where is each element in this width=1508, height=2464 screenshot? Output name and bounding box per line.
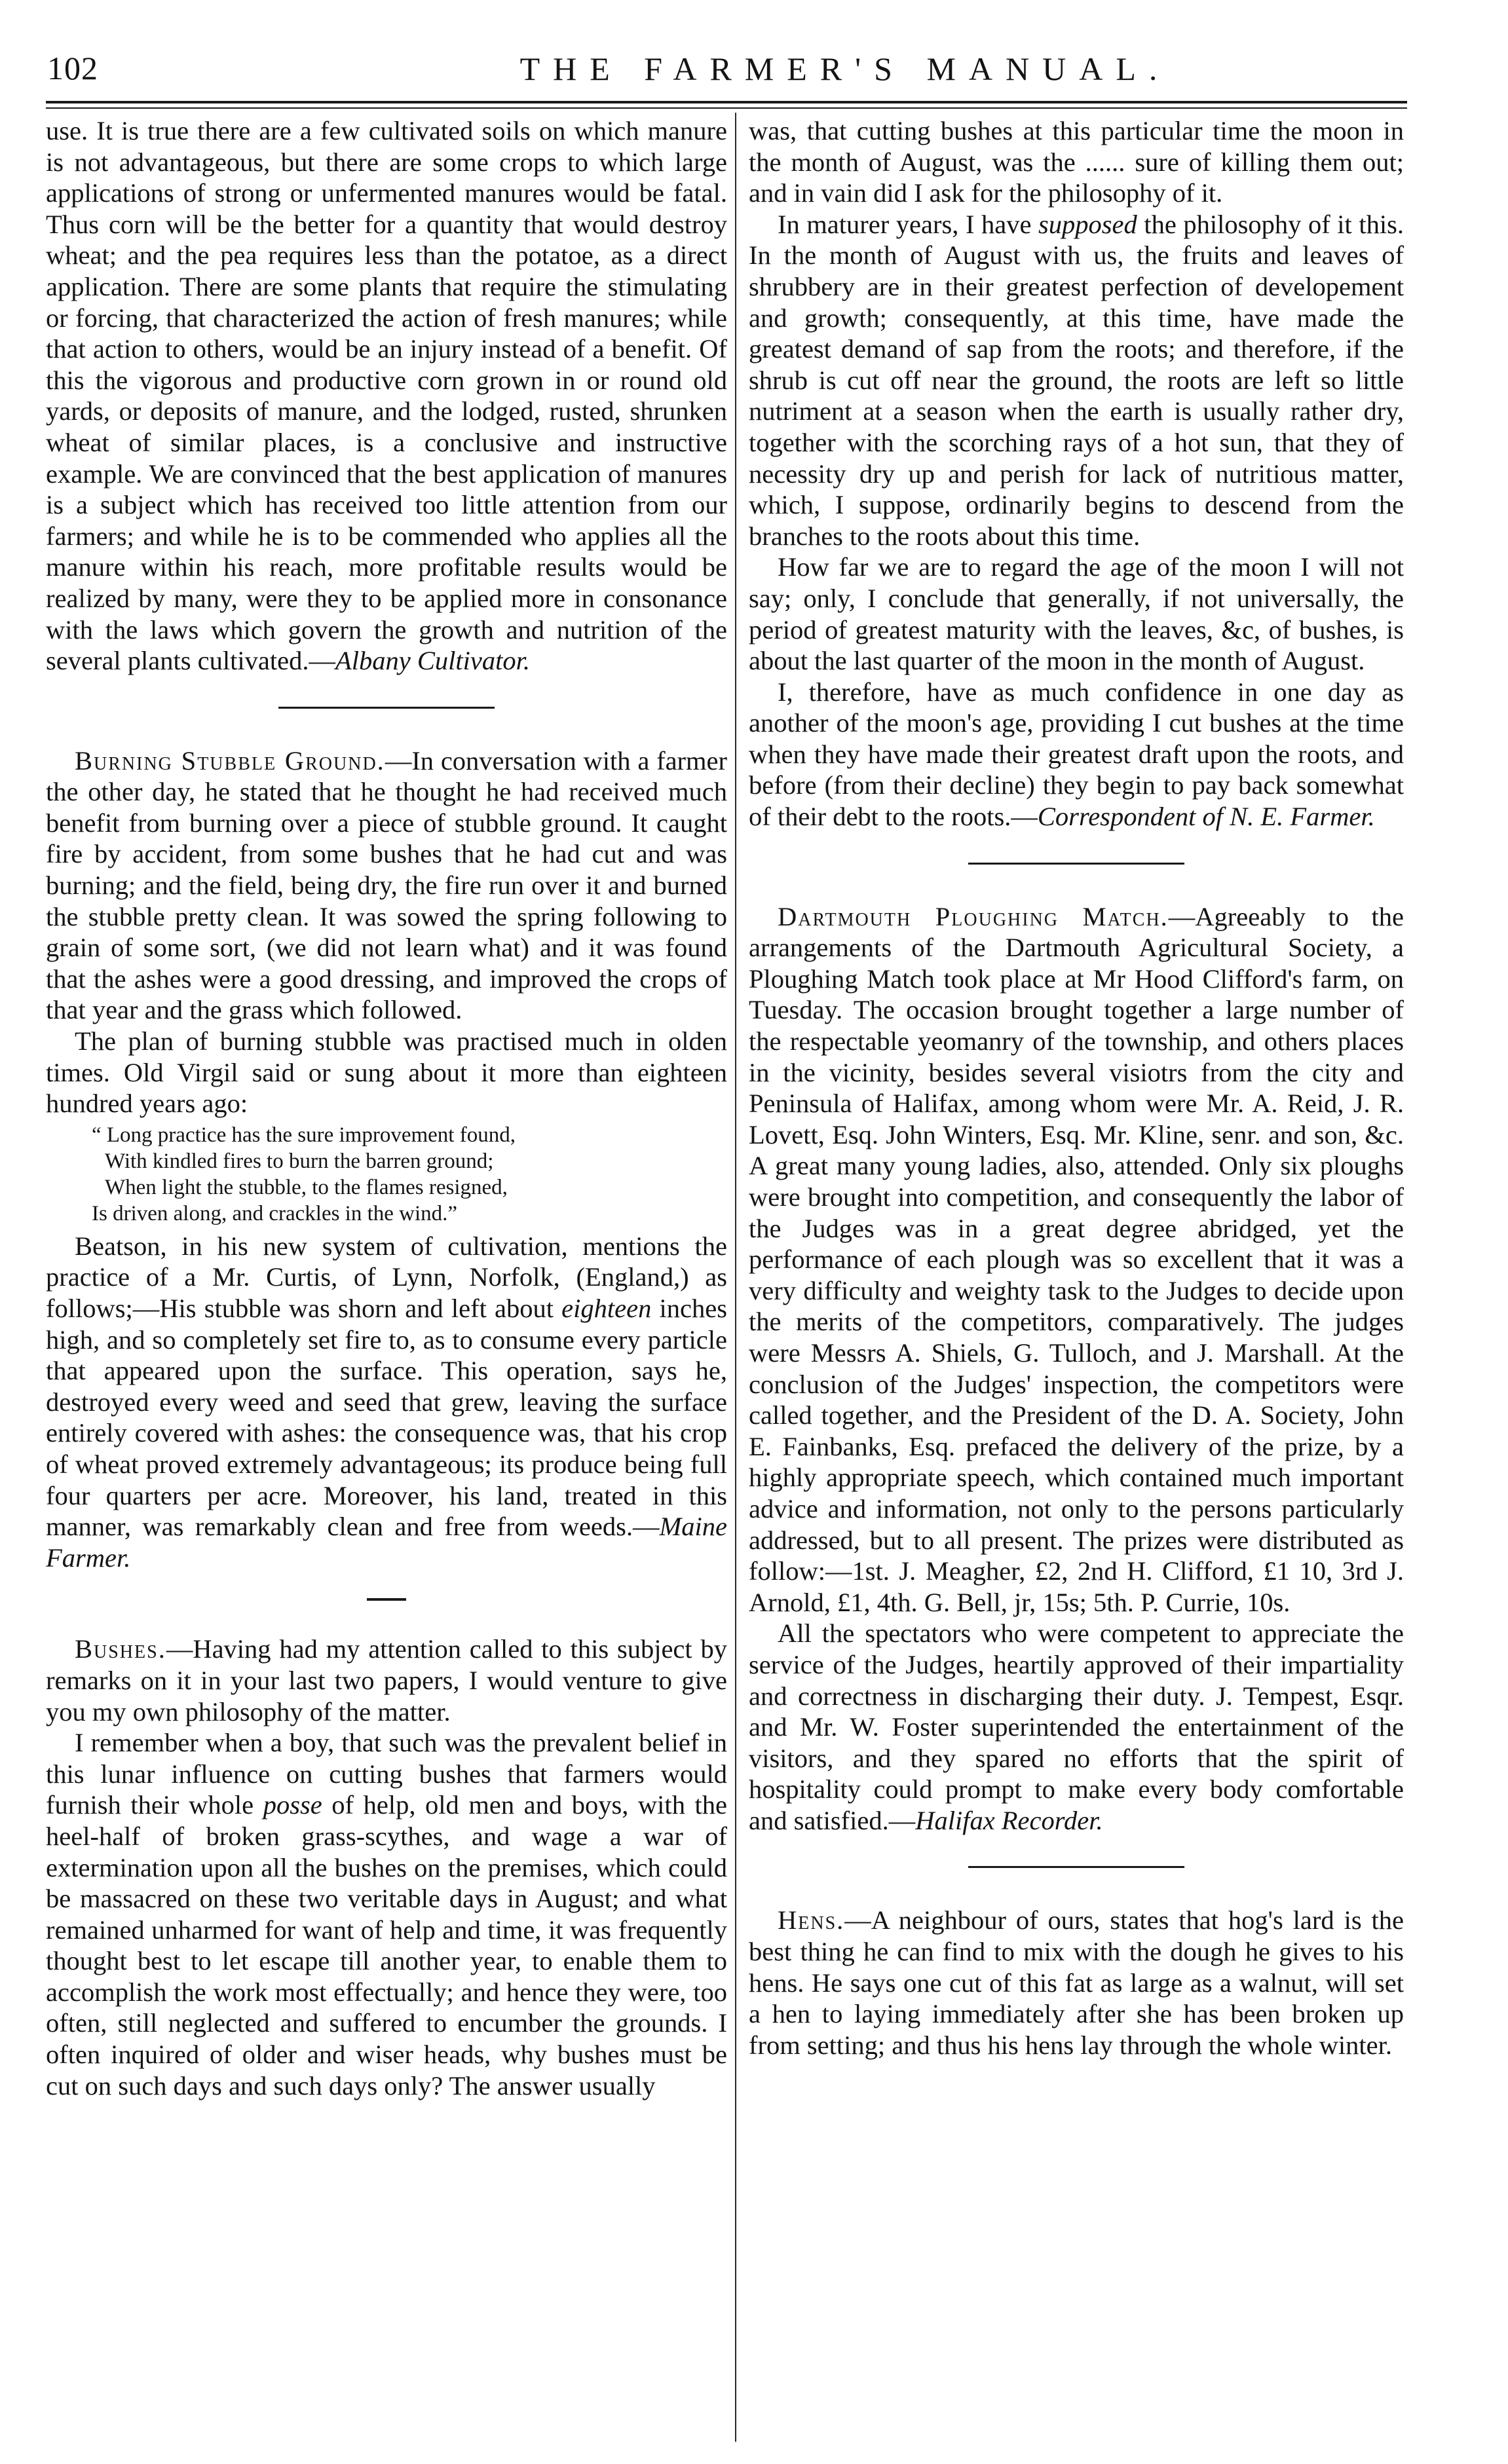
article-separator — [278, 707, 495, 709]
bushes-article-intro — [46, 1633, 727, 1727]
running-title: THE FARMER'S MANUAL. — [519, 50, 1171, 87]
column-divider — [735, 113, 736, 2442]
verse-line-4: Is driven along, and crackles in the wind.” — [92, 1201, 458, 1225]
article-separator — [968, 863, 1184, 865]
dartmouth-paragraph-2 — [749, 1618, 1404, 1836]
bushes-p3-text-b: the philosophy of it this. In the month of August with us, the fruits and leaves of shrubbery are in their greatest perfection of developement and growth; consequently, at this time, have made the greatest demand of sap from the roots; and therefore, if the shrub is cut off near the ground, the roots are left so little nutriment at a season when the earth is usually rather dry, together with the scorching rays of a hot sun, that they of necessity dry up and perish for lack of nutritious matter, which, I suppose, ordinarily begins to descend from the branches to the roots about this time. — [749, 209, 1404, 551]
manure-article-text — [46, 115, 727, 677]
bushes-p5-text: I, therefore, have as much confidence in one day as another of the moon's age, providing I cut bushes at the time when they have made their greatest draft upon the roots, and before (from their decline) they begin to pay back somewhat of their debt to the roots.— — [749, 677, 1404, 832]
left-column — [46, 115, 727, 2434]
stubble-source: Maine Farmer. — [46, 1512, 727, 1573]
stubble-paragraph-3 — [46, 1231, 727, 1574]
bushes-paragraph-2 — [46, 1727, 727, 2101]
bushes-p2-text-b: of help, old men and boys, with the heel-half of broken grass-scythes, and wage a war of extermination upon all the bushes on the premises, which could be massacred on these two veritable days in August; and what remained unharmed for want of help and time, it was frequently thought best to let escape till another year, to enable them to accomplish the work most effectually; and hence they were, too often, still neglected and suffered to encumber the grounds. I often inquired of older and wiser heads, why bushes must be cut on such days and such days only? The answer usually — [46, 1790, 727, 2100]
stubble-article-intro — [46, 745, 727, 1026]
hens-heading: Hens. — [778, 1905, 845, 1935]
right-column — [749, 115, 1404, 2434]
bushes-paragraph-5 — [749, 677, 1404, 832]
dartmouth-paragraph-1: —Agreeably to the arrangements of the Dartmouth Agricultural Society, a Ploughing Match took place at Mr Hood Clifford's farm, on Tuesday. The occasion brought together a large number of the respectable yeomanry of the township, and others places in the vicinity, besides several visiotrs from the city and Peninsula of Halifax, among whom were Mr. A. Reid, J. R. Lovett, Esq. John Winters, Esq. Mr. Kline, senr. and son, &c. A great many young ladies, also, attended. Only six ploughs were brought into competition, and consequently the labor of the Judges was in a great degree abridged, yet the performance of each plough was so excellent that it was a very difficulty and weighty task to the Judges to decide upon the merits of the competitors, comparatively. The judges were Messrs A. Shiels, G. Tulloch, and J. Marshall. At the conclusion of the Judges' inspection, the competitors were called together, and the President of the D. A. Society, John E. Fainbanks, Esq. prefaced the delivery of the prize, by a highly appropriate speech, which contained much important advice and information, not only to the persons particularly addressed, but to all present. The prizes were distributed as follow:—1st. J. Meagher, £2, 2nd H. Clifford, £1 10, 3rd J. Arnold, £1, 4th. G. Bell, jr, 15s; 5th. P. Currie, 10s. — [749, 901, 1404, 1617]
page-number: 102 — [47, 50, 98, 86]
article-separator-short — [367, 1598, 406, 1601]
bushes-source: Correspondent of N. E. Farmer. — [1037, 802, 1375, 832]
bushes-paragraph-1: —Having had my attention called to this subject by remarks on it in your last two papers, I would venture to give you my own philosophy of the matter. — [46, 1634, 727, 1727]
stubble-paragraph-2: The plan of burning stubble was practised much in olden times. Old Virgil said or sung about it more than eighteen hundred years ago: — [46, 1026, 727, 1119]
stubble-p3-text-b: inches high, and so completely set fire to, as to consume every particle that appeared upon the surface. This operation, says he, destroyed every weed and seed that grew, leaving the surface entirely covered with ashes: the consequence was, that his crop of wheat proved extremely advantageous; its produce being full four quarters per acre. Moreover, his land, treated in this manner, was remarkably clean and free from weeds.— — [46, 1294, 727, 1542]
article-separator — [968, 1866, 1184, 1868]
verse-line-1: “ Long practice has the sure improvement found, — [92, 1123, 516, 1147]
bushes-p2-italic: posse — [263, 1790, 322, 1820]
bushes-p2-text-a: I remember when a boy, that such was the prevalent belief in this lunar influence on cutting bushes that farmers would furnish their whole — [46, 1728, 727, 1820]
header-rule — [46, 101, 1407, 103]
bushes-p3-text-a: In maturer years, I have — [778, 209, 1039, 239]
dartmouth-source: Halifax Recorder. — [915, 1805, 1103, 1835]
hens-paragraph-1: —A neighbour of ours, states that hog's lard is the best thing he can find to mix with the dough he gives to his hens. He says one cut of this fat as large as a walnut, will set a hen to laying immediately after she has been broken up from setting; and thus his hens lay through the whole winter. — [749, 1905, 1404, 2060]
hens-article — [749, 1905, 1404, 2061]
bushes-p3-italic: supposed — [1038, 209, 1137, 239]
verse-line-3: When light the stubble, to the flames resigned, — [105, 1175, 508, 1199]
header-rule-thin — [46, 107, 1407, 109]
verse-line-2: With kindled fires to burn the barren ground; — [105, 1149, 494, 1173]
stubble-paragraph-1: —In conversation with a farmer the other day, he stated that he thought he had received much benefit from burning over a piece of stubble ground. It caught fire by accident, from some bushes that he had cut and was burning; and the field, being dry, the fire run over it and burned the stubble pretty clean. It was sowed the spring following to grain of some sort, (we did not learn what) and it was found that the ashes were a good dressing, and improved the crops of that year and the grass which followed. — [46, 745, 727, 1025]
bushes-paragraph-3 — [749, 209, 1404, 552]
dartmouth-p2-text: All the spectators who were competent to appreciate the service of the Judges, heartily approved of their impartiality and correctness in discharging their duty. J. Tempest, Esqr. and Mr. W. Foster superintended the entertainment of the visitors, and they spared no efforts that the spirit of hospitality could prompt to make every body comfortable and satisfied.— — [749, 1618, 1404, 1835]
dartmouth-article — [749, 901, 1404, 1618]
manure-paragraph: use. It is true there are a few cultivated soils on which manure is not advantageous, but there are some crops to which large applications of strong or unfermented manures would be fatal. Thus corn will be the better for a quantity that would destroy wheat; and the pea requires less than the potatoe, as a direct application. There are some plants that require the stimulating or forcing, that characterized the action of fresh manures; while that action to others, would be an injury instead of a benefit. Of this the vigorous and productive corn grown in or round old yards, or deposits of manure, and the lodged, rusted, shrunken wheat of similar places, is a conclusive and instructive example. We are convinced that the best application of manures is a subject which has received too little attention from our farmers; and while he is to be commended who applies all the manure within his reach, more profitable results would be realized by many, were they to be applied more in consonance with the laws which govern the growth and nutrition of the several plants cultivated.— — [46, 116, 727, 676]
bushes-heading: Bushes. — [75, 1634, 166, 1664]
manure-source: Albany Cultivator. — [335, 646, 530, 676]
bushes-continuation: was, that cutting bushes at this particular time the moon in the month of August, was the ...... sure of killing them out; and in vain did I ask for the philosophy of it. — [749, 116, 1404, 208]
stubble-heading: Burning Stubble Ground. — [75, 745, 385, 775]
bushes-paragraph-4: How far we are to regard the age of the moon I will not say; only, I conclude that generally, if not universally, the period of greatest maturity with the leaves, &c, of bushes, is about the last quarter of the moon in the month of August. — [749, 552, 1404, 676]
running-head — [46, 46, 1408, 92]
virgil-verse — [92, 1122, 727, 1227]
stubble-p3-text-a: Beatson, in his new system of cultivation, mentions the practice of a Mr. Curtis, of Lynn, Norfolk, (England,) as follows;—His stubble was shorn and left about — [46, 1231, 727, 1323]
stubble-p3-italic: eighteen — [561, 1294, 652, 1323]
dartmouth-heading: Dartmouth Ploughing Match. — [778, 901, 1169, 931]
